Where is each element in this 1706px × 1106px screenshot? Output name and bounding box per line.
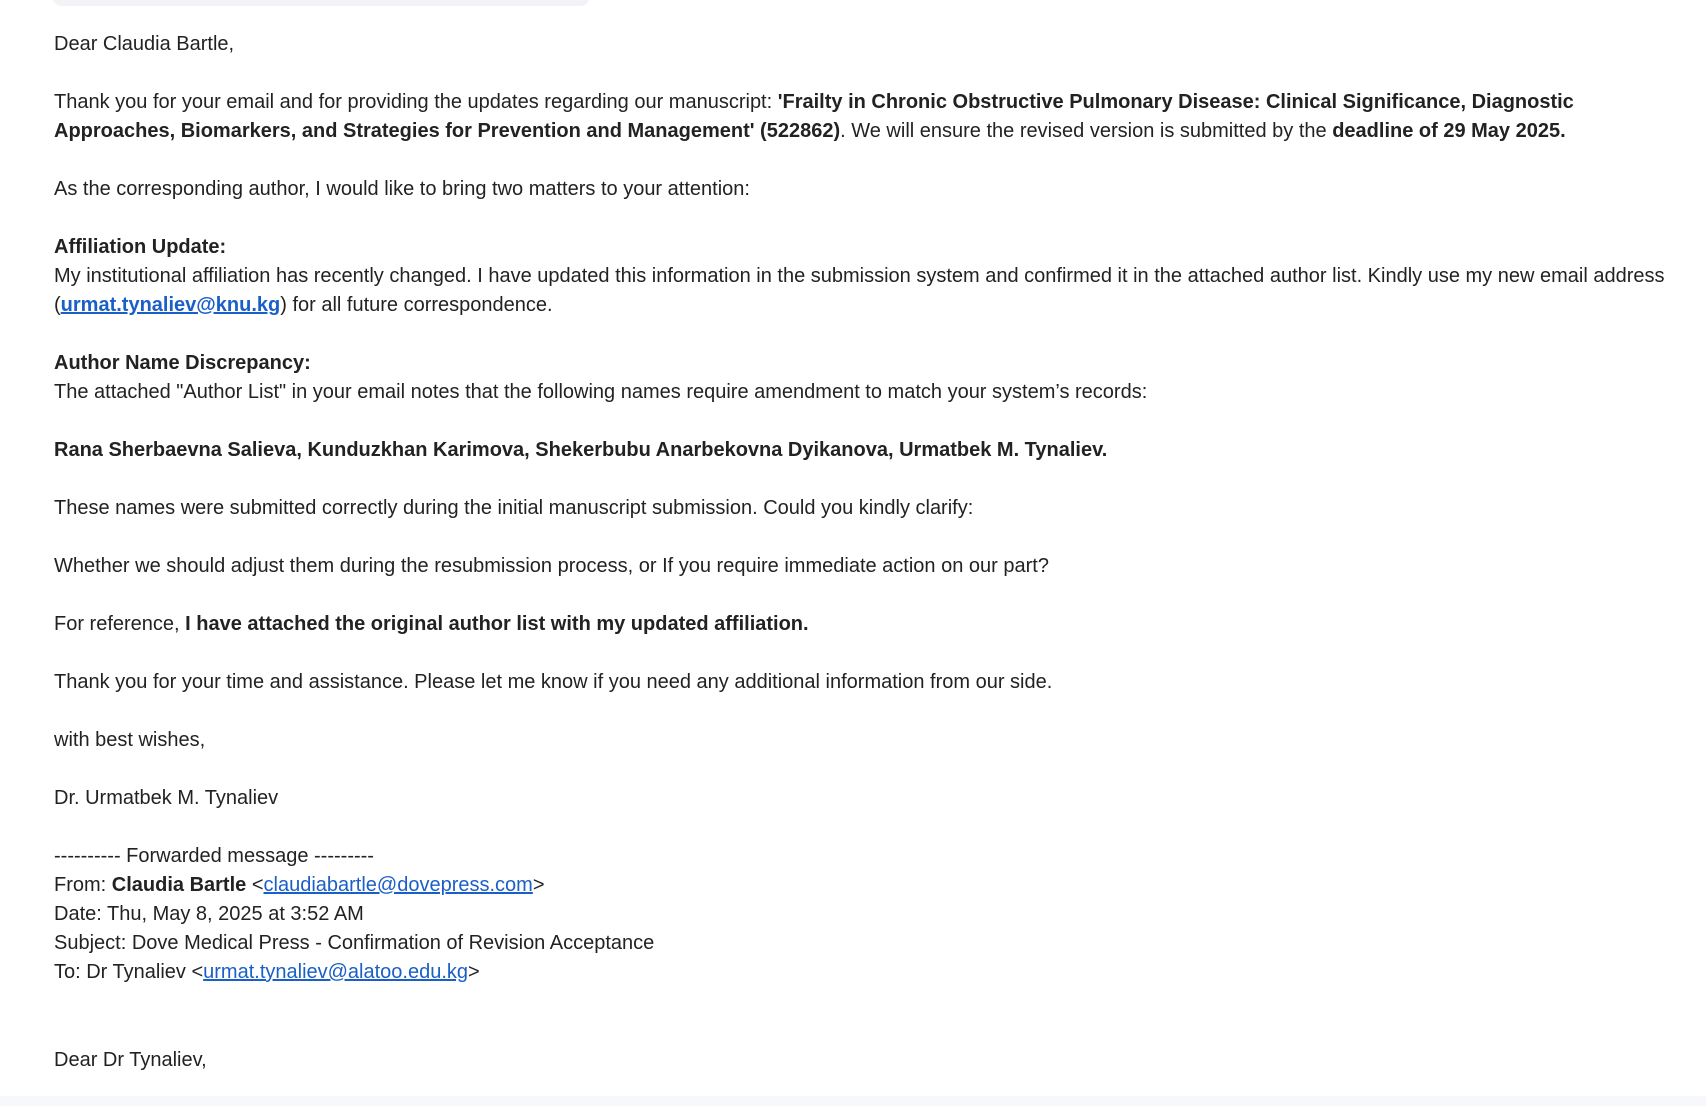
closing: with best wishes, (54, 729, 206, 751)
discrepancy-text: The attached "Author List" in your email notes that the following names require amendment to match your system’s records: (54, 381, 1148, 403)
signature: Dr. Urmatbek M. Tynaliev (54, 787, 279, 809)
question-line: Whether we should adjust them during the resubmission process, or If you require immediate action on our part? (54, 555, 1049, 577)
attention-line: As the corresponding author, I would like to bring two matters to your attention: (54, 178, 750, 200)
authors-line (54, 436, 1674, 465)
to-label: To: Dr Tynaliev < (54, 961, 204, 983)
forwarded-from (54, 871, 1674, 900)
greeting: Dear Claudia Bartle, (54, 33, 235, 55)
forwarded-date: Date: Thu, May 8, 2025 at 3:52 AM (54, 903, 364, 925)
authors-list: Rana Sherbaevna Salieva, Kunduzkhan Karimova, Shekerbubu Anarbekovna Dyikanova, Urmatbek M. Tynaliev. (54, 439, 1108, 461)
from-close: > (532, 874, 545, 896)
affiliation-suffix: ) for all future correspondence. (280, 294, 553, 316)
intro-paragraph (54, 88, 1674, 146)
intro-middle: . We will ensure the revised version is submitted by the (840, 120, 1333, 142)
intro-prefix: Thank you for your email and for providing the updates regarding our manuscript: (54, 91, 778, 113)
forwarded-greeting: Dear Dr Tynaliev, (54, 1049, 207, 1071)
header-bar-edge (52, 0, 590, 6)
from-email-link[interactable]: claudiabartle@dovepress.com (263, 874, 533, 896)
new-email-link[interactable]: urmat.tynaliev@knu.kg (60, 294, 281, 316)
deadline-text: deadline of 29 May 2025. (1332, 120, 1566, 142)
affiliation-heading: Affiliation Update: (54, 236, 227, 258)
clarify-line: These names were submitted correctly during the initial manuscript submission. Could you kindly clarify: (54, 497, 974, 519)
from-open: < (246, 874, 264, 896)
to-close: > (468, 961, 480, 983)
reference-prefix: For reference, (54, 613, 186, 635)
from-label: From: (54, 874, 112, 896)
affiliation-section (54, 233, 1674, 320)
footer-bar-edge (0, 1096, 1706, 1106)
forwarded-message-header (54, 842, 1674, 987)
manuscript-title: 'Frailty in Chronic Obstructive Pulmonary Disease: Clinical Significance, Diagnostic Approaches, Biomarkers, and Strategies for Prevention and Management' (522862) (54, 91, 1574, 142)
thanks-line: Thank you for your time and assistance. Please let me know if you need any additional information from our side. (54, 671, 1053, 693)
forwarded-divider: ---------- Forwarded message --------- (54, 845, 374, 867)
forwarded-subject: Subject: Dove Medical Press - Confirmation of Revision Acceptance (54, 932, 655, 954)
discrepancy-heading: Author Name Discrepancy: (54, 352, 311, 374)
from-name: Claudia Bartle (111, 874, 247, 896)
affiliation-text: My institutional affiliation has recently changed. I have updated this information in the submission system and confirmed it in the attached author list. Kindly use my new email address ( (54, 265, 1665, 316)
spacer (54, 987, 1674, 1046)
forwarded-to (54, 958, 1674, 987)
reference-bold: I have attached the original author list with my updated affiliation. (185, 613, 809, 635)
to-email-link[interactable]: urmat.tynaliev@alatoo.edu.kg (203, 961, 469, 983)
reference-line (54, 610, 1674, 639)
email-body (54, 30, 1674, 1075)
discrepancy-section (54, 349, 1674, 407)
